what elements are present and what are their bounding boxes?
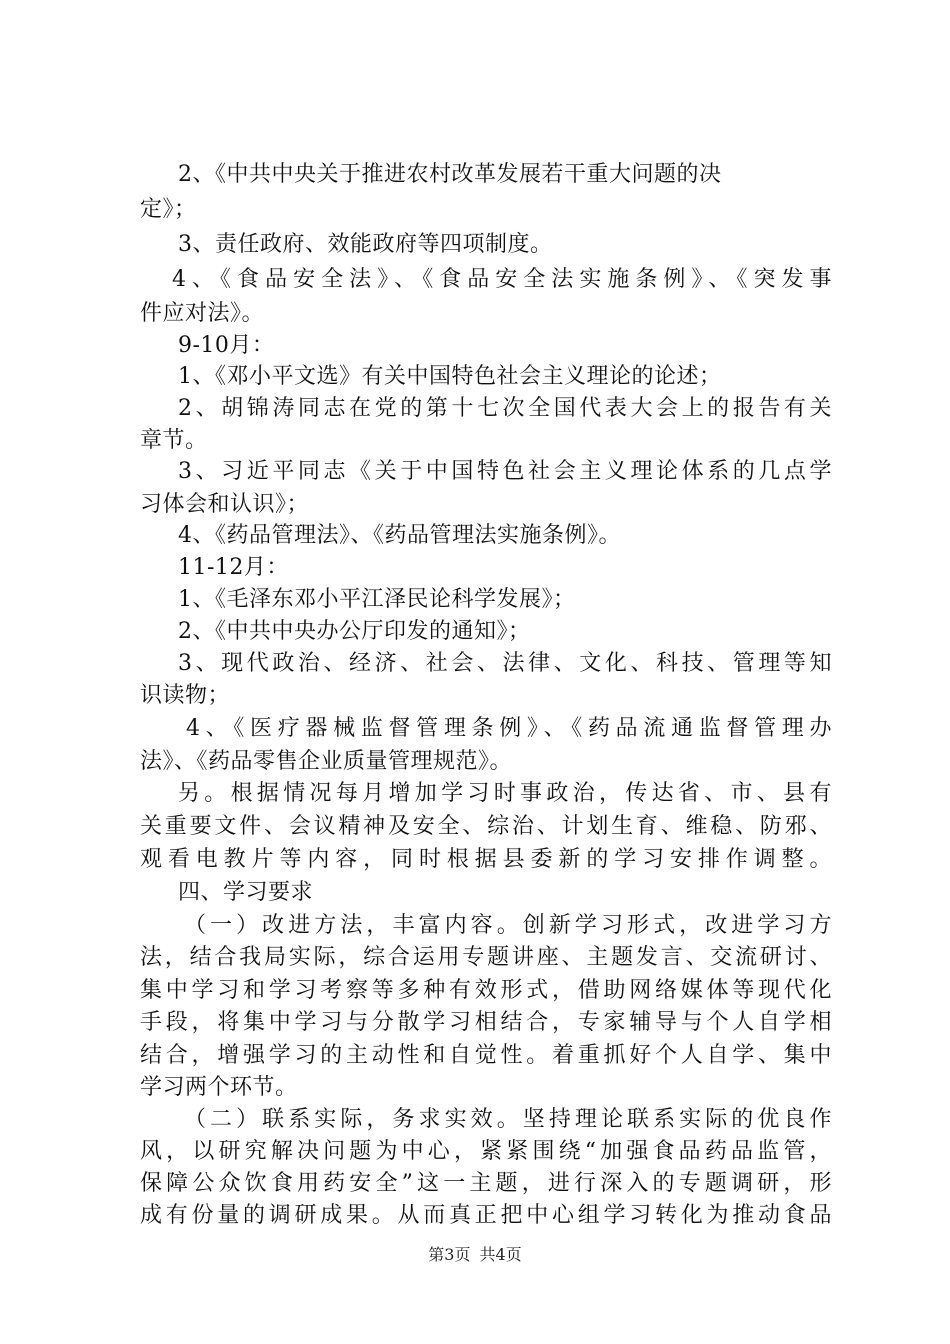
- text-line: 观看电教片等内容，同时根据县委新的学习安排作调整。: [140, 847, 832, 872]
- text-line: 2、《中共中央关于推进农村改革发展若干重大问题的决: [178, 162, 722, 187]
- text-line: 4、《药品管理法》、《药品管理法实施条例》。: [178, 523, 621, 548]
- text-line: 1、《邓小平文选》有关中国特色社会主义理论的论述；: [178, 364, 722, 389]
- text-line: 9-10月：: [178, 333, 275, 358]
- text-line: 3、现代政治、经济、社会、法律、文化、科技、管理等知: [178, 651, 832, 676]
- text-line: 11-12月：: [178, 555, 289, 580]
- text-line: 4、《医疗器械监督管理条例》、《药品流通监督管理办: [186, 716, 832, 741]
- text-line: 风，以研究解决问题为中心，紧紧围绕“加强食品药品监管，: [140, 1139, 832, 1164]
- text-line: 习体会和认识》；: [140, 492, 310, 517]
- page-number: 第3页: [428, 1245, 471, 1264]
- text-line: 1、《毛泽东邓小平江泽民论科学发展》；: [178, 587, 576, 612]
- text-line: （一）改进方法，丰富内容。创新学习形式，改进学习方: [184, 913, 832, 938]
- text-line: 关重要文件、会议精神及安全、综治、计划生育、维稳、防邪、: [140, 814, 832, 839]
- text-line: 另。根据情况每月增加学习时事政治，传达省、市、县有: [178, 781, 832, 806]
- text-line: 2、胡锦涛同志在党的第十七次全国代表大会上的报告有关: [178, 396, 832, 421]
- text-line: 章节。: [140, 428, 208, 453]
- text-line: 法》、《药品零售企业质量管理规范》。: [140, 749, 513, 774]
- text-line: 结合，增强学习的主动性和自觉性。着重抓好个人自学、集中: [140, 1043, 832, 1068]
- text-line: 学习两个环节。: [140, 1075, 298, 1100]
- text-line: 件应对法》。: [140, 301, 265, 326]
- page-footer: [0, 1244, 950, 1266]
- text-line: 集中学习和学习考察等多种有效形式，借助网络媒体等现代化: [140, 978, 832, 1003]
- text-line: 四、学习要求: [178, 880, 314, 905]
- text-line: 手段，将集中学习与分散学习相结合，专家辅导与个人自学相: [140, 1010, 832, 1035]
- text-line: 识读物；: [140, 683, 231, 708]
- text-line: 3、习近平同志《关于中国特色社会主义理论体系的几点学: [178, 459, 832, 484]
- text-line: 法，结合我局实际，综合运用专题讲座、主题发言、交流研讨、: [140, 945, 832, 970]
- text-line: （二）联系实际，务求实效。坚持理论联系实际的优良作: [184, 1107, 832, 1132]
- page-total: 共4页: [479, 1245, 522, 1264]
- text-line: 定》；: [140, 197, 197, 222]
- text-line: 3、责任政府、效能政府等四项制度。: [178, 232, 553, 257]
- text-line: 2、《中共中央办公厅印发的通知》；: [178, 619, 531, 644]
- text-line: 保障公众饮食用药安全”这一主题，进行深入的专题调研，形: [140, 1171, 832, 1196]
- text-line: 4、《食品安全法》、《食品安全法实施条例》、《突发事: [172, 267, 832, 292]
- text-line: 成有份量的调研成果。从而真正把中心组学习转化为推动食品: [140, 1203, 832, 1228]
